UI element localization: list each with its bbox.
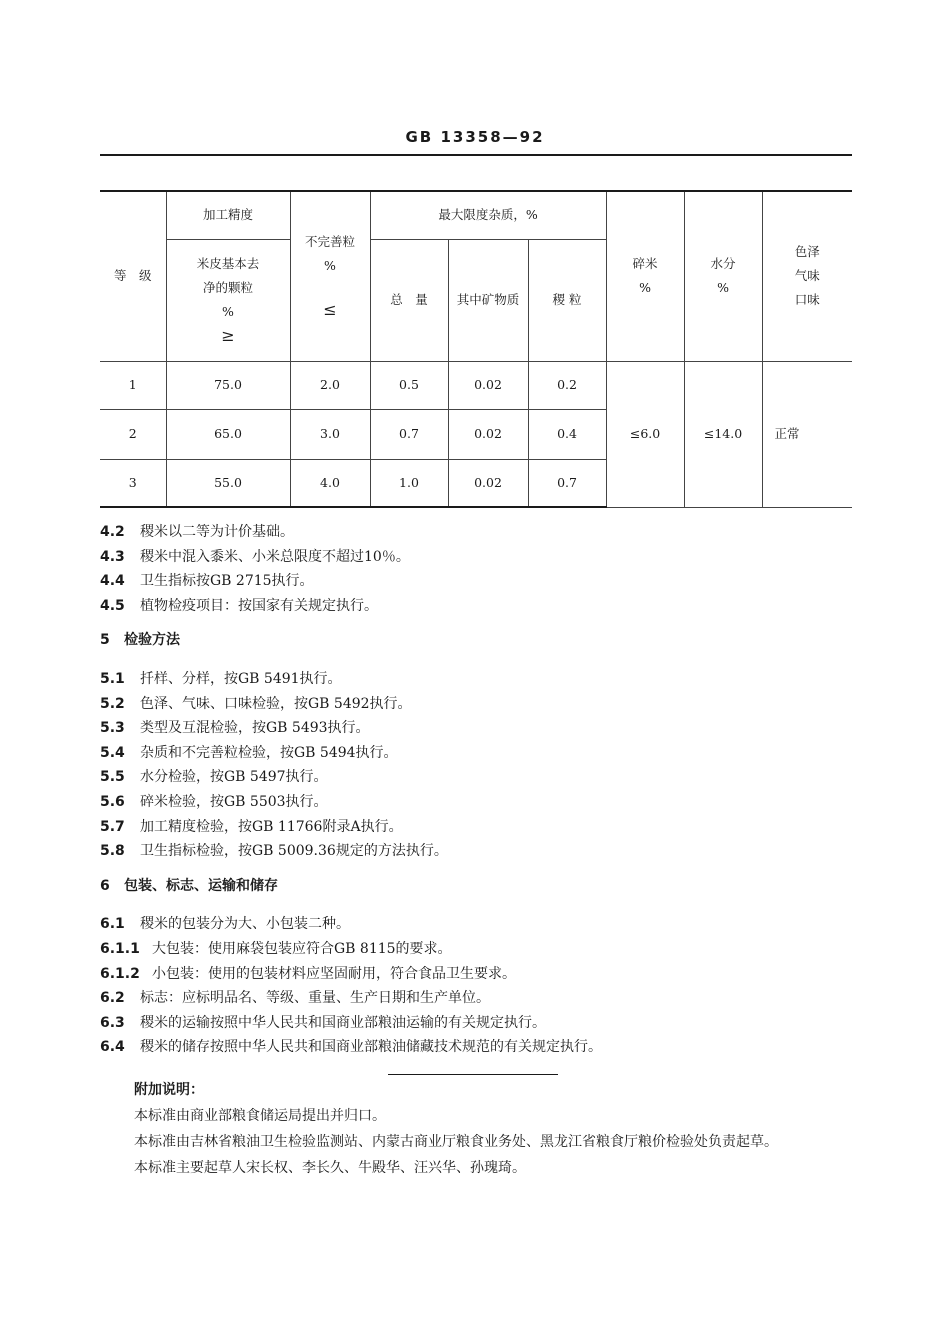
table-row	[100, 361, 852, 409]
section-title: 包装、标志、运输和储存	[124, 877, 278, 894]
notes-title: 附加说明：	[134, 1082, 204, 1098]
clause-text: 色泽、气味、口味检验，按GB 5492执行。	[140, 695, 412, 712]
clause-number: 6.1.2	[100, 965, 140, 982]
header-bran-removed-line2: 净的颗粒	[202, 280, 253, 295]
header-mineral: 其中矿物质	[448, 239, 528, 361]
cell-precision: 55.0	[166, 459, 290, 507]
clause-text: 加工精度检验，按GB 11766附录A执行。	[140, 818, 403, 835]
notes-paragraph: 本标准主要起草人宋长权、李长久、牛殿华、汪兴华、孙瑰琦。	[134, 1160, 526, 1176]
clause-text: 稷米中混入黍米、小米总限度不超过10％。	[140, 548, 410, 565]
clause-text: 扦样、分样，按GB 5491执行。	[140, 670, 342, 687]
cell-millet: 0.4	[528, 409, 606, 459]
clause-text: 水分检验，按GB 5497执行。	[140, 769, 328, 786]
standard-code-header: GB 13358—92	[405, 128, 545, 146]
header-impurity-max: 最大限度杂质，%	[370, 191, 606, 239]
clause-6-1-2	[100, 962, 860, 987]
header-moisture-label: 水分	[710, 256, 736, 272]
cell-millet: 0.2	[528, 361, 606, 409]
clause-text: 类型及互混检验，按GB 5493执行。	[140, 720, 370, 737]
cell-mineral: 0.02	[448, 409, 528, 459]
cell-imperfect: 4.0	[290, 459, 370, 507]
header-imperfect-label: 不完善粒	[304, 234, 355, 250]
clause-text: 卫生指标检验，按GB 5009.36规定的方法执行。	[140, 843, 448, 860]
clause-number: 4.3	[100, 548, 125, 565]
header-moisture-unit: %	[717, 280, 729, 296]
quality-spec-table	[100, 190, 852, 508]
cell-imperfect: 2.0	[290, 361, 370, 409]
header-imperfect-unit: %	[324, 258, 336, 274]
cell-millet: 0.7	[528, 459, 606, 507]
cell-color-shared: 正常	[762, 361, 852, 507]
cell-total: 1.0	[370, 459, 448, 507]
clause-text: 碎米检验，按GB 5503执行。	[140, 793, 328, 810]
clause-number: 5.2	[100, 695, 125, 712]
clause-4-3	[100, 545, 860, 570]
clause-number: 5.1	[100, 670, 125, 687]
header-bran-removed-cmp: ≥	[221, 326, 235, 345]
clause-number: 5.7	[100, 818, 125, 835]
clause-5-4	[100, 741, 860, 766]
clause-number: 6.2	[100, 990, 125, 1007]
cell-mineral: 0.02	[448, 459, 528, 507]
header-broken-unit: %	[639, 280, 651, 296]
header-broken-label: 碎米	[632, 256, 658, 272]
clause-5-6	[100, 790, 860, 815]
clause-6-1-1	[100, 937, 860, 962]
section-5-heading	[100, 628, 860, 653]
header-millet-grain: 稷 粒	[528, 239, 606, 361]
clause-text: 稷米的储存按照中华人民共和国商业部粮油储藏技术规范的有关规定执行。	[140, 1039, 602, 1056]
header-odor: 气味	[794, 268, 820, 284]
clause-text: 植物检疫项目：按国家有关规定执行。	[140, 597, 378, 614]
clause-text: 杂质和不完善粒检验，按GB 5494执行。	[140, 744, 398, 761]
clause-number: 4.4	[100, 573, 125, 590]
cell-moisture-shared: ≤14.0	[684, 361, 762, 507]
clause-text: 稷米的包装分为大、小包装二种。	[140, 916, 350, 933]
closing-divider	[388, 1074, 558, 1075]
clause-text: 大包装：使用麻袋包装应符合GB 8115的要求。	[152, 940, 452, 957]
clause-number: 4.2	[100, 524, 125, 540]
cell-grade: 3	[100, 459, 166, 507]
clause-number: 4.5	[100, 597, 125, 614]
clause-text: 标志：应标明品名、等级、重量、生产日期和生产单位。	[140, 990, 490, 1007]
clause-6-1	[100, 912, 860, 937]
additional-notes	[88, 1077, 868, 1181]
clause-4-5	[100, 594, 860, 619]
section-number: 6	[100, 877, 110, 894]
header-bran-removed-line1: 米皮基本去	[196, 256, 260, 271]
clause-4-2	[100, 520, 860, 545]
clause-number: 6.3	[100, 1014, 125, 1031]
clause-5-5	[100, 765, 860, 790]
clause-number: 5.6	[100, 793, 125, 810]
clause-number: 5.5	[100, 769, 125, 786]
cell-total: 0.5	[370, 361, 448, 409]
notes-paragraph: 本标准由商业部粮食储运局提出并归口。	[134, 1108, 386, 1124]
clause-5-8	[100, 839, 860, 864]
header-color-odor-taste	[762, 191, 852, 361]
clause-text: 稷米的运输按照中华人民共和国商业部粮油运输的有关规定执行。	[140, 1014, 546, 1031]
header-moisture	[684, 191, 762, 361]
cell-total: 0.7	[370, 409, 448, 459]
clause-4-4	[100, 569, 860, 594]
clause-5-7	[100, 815, 860, 840]
clause-text: 稷米以二等为计价基础。	[140, 524, 294, 540]
cell-broken-shared: ≤6.0	[606, 361, 684, 507]
cell-precision: 75.0	[166, 361, 290, 409]
cell-grade: 2	[100, 409, 166, 459]
header-imperfect-cmp: ≤	[323, 300, 337, 320]
header-grade: 等 级	[100, 191, 166, 361]
clause-5-3	[100, 716, 860, 741]
header-broken-rice	[606, 191, 684, 361]
cell-grade: 1	[100, 361, 166, 409]
clause-text: 卫生指标按GB 2715执行。	[140, 573, 314, 590]
clause-number: 5.4	[100, 744, 125, 761]
clause-5-1	[100, 667, 860, 692]
cell-precision: 65.0	[166, 409, 290, 459]
header-total: 总 量	[370, 239, 448, 361]
clause-number: 6.4	[100, 1039, 125, 1056]
header-bran-removed	[166, 239, 290, 361]
header-color: 色泽	[794, 244, 820, 260]
cell-imperfect: 3.0	[290, 409, 370, 459]
header-processing-precision: 加工精度	[166, 191, 290, 239]
section-title: 检验方法	[124, 632, 180, 649]
header-rule	[100, 154, 852, 156]
section-6-heading	[100, 874, 860, 899]
section-number: 5	[100, 632, 110, 649]
clause-6-4	[100, 1035, 860, 1060]
notes-paragraph: 本标准由吉林省粮油卫生检验监测站、内蒙古商业厅粮食业务处、黑龙江省粮食厅粮价检验处负责起草。	[134, 1134, 778, 1150]
document-body	[100, 520, 860, 1075]
clause-text: 小包装：使用的包装材料应坚固耐用，符合食品卫生要求。	[152, 965, 516, 982]
clause-6-2	[100, 986, 860, 1011]
clause-number: 5.3	[100, 720, 125, 737]
header-bran-removed-unit: %	[222, 304, 234, 319]
header-imperfect	[290, 191, 370, 361]
clause-5-2	[100, 692, 860, 717]
header-taste: 口味	[794, 292, 820, 308]
clause-number: 6.1.1	[100, 940, 140, 957]
cell-mineral: 0.02	[448, 361, 528, 409]
clause-number: 6.1	[100, 916, 125, 933]
clause-6-3	[100, 1011, 860, 1036]
clause-number: 5.8	[100, 843, 125, 860]
